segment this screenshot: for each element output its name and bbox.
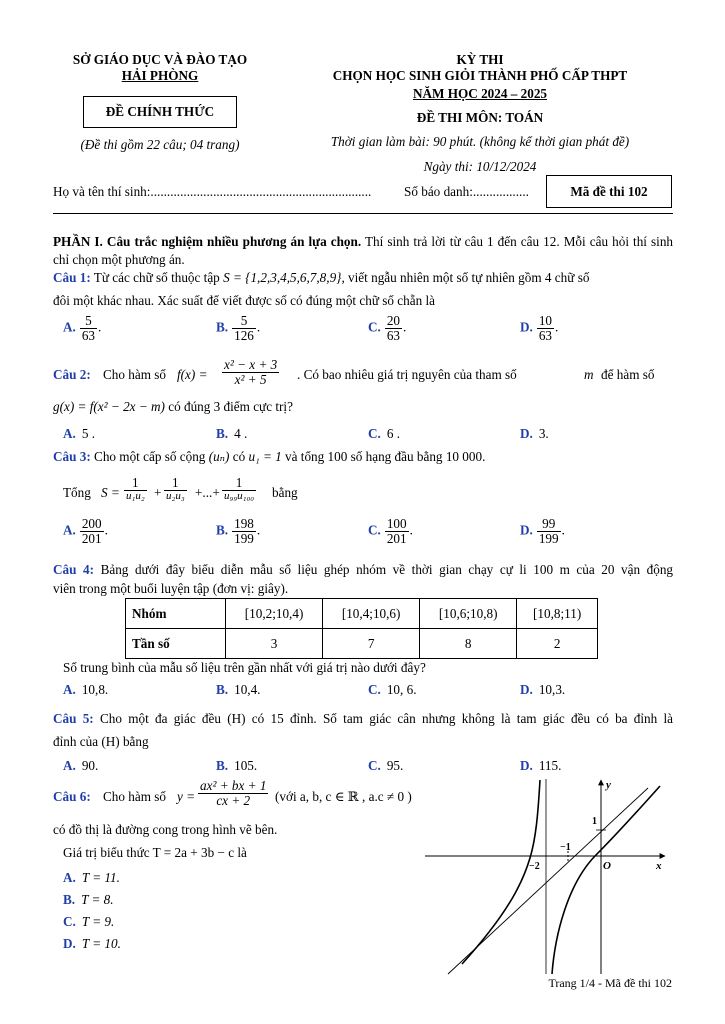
q2-option-c xyxy=(368,426,400,442)
q2-option-d xyxy=(520,426,549,442)
option-value: 10,8. xyxy=(81,682,109,697)
option-value: T = 8. xyxy=(81,892,114,907)
q2-param: m xyxy=(584,367,594,382)
q3-sum-lead: Tổng xyxy=(63,485,91,500)
option-period: . xyxy=(555,319,559,335)
option-numerator: 5 xyxy=(80,314,97,329)
table-cell-group-4: [10,8;11) xyxy=(517,599,598,629)
option-period: . xyxy=(256,319,261,335)
exam-code-box: Mã đề thi 102 xyxy=(546,175,672,208)
q2-option-a xyxy=(63,426,95,442)
option-denominator: 63 xyxy=(386,327,401,343)
part1-intro xyxy=(53,233,673,269)
q2-num: x² − x + 3 xyxy=(224,357,278,372)
q6-text-a: Cho hàm số xyxy=(103,789,167,804)
option-fraction xyxy=(232,314,256,343)
q1-text-a: Từ các chữ số thuộc tập xyxy=(93,270,220,285)
option-key: B. xyxy=(216,758,229,773)
q1-line2: đôi một khác nhau. Xác suất để viết được số có đúng một chữ số chẵn là xyxy=(53,293,435,308)
q2-gfunc: g(x) = f(x² − 2x − m) xyxy=(53,399,165,414)
option-key: A. xyxy=(63,522,76,538)
option-denominator: 63 xyxy=(538,327,553,343)
table-cell-freq-4: 2 xyxy=(517,629,598,659)
option-fraction xyxy=(385,314,402,343)
y-axis-label: y xyxy=(606,779,611,791)
option-value: 115. xyxy=(538,758,562,773)
option-value: 3. xyxy=(538,426,549,441)
option-value: 10,3. xyxy=(538,682,566,697)
option-denominator: 199 xyxy=(538,530,559,546)
q2-text-d: có đúng 3 điểm cực trị? xyxy=(168,399,293,414)
q2-den: x² + 5 xyxy=(234,371,267,387)
dept-name: SỞ GIÁO DỤC VÀ ĐÀO TẠO xyxy=(72,52,248,67)
option-key: C. xyxy=(368,426,381,441)
q3-term2-num: 1 xyxy=(164,476,187,491)
q2-label: Câu 2: xyxy=(53,367,91,382)
part1-title: PHẦN I. Câu trắc nghiệm nhiều phương án lựa chọn. xyxy=(53,234,362,249)
table-cell-freq-2: 7 xyxy=(323,629,420,659)
option-fraction xyxy=(385,517,409,546)
q3-term1-den: u₁u₂ xyxy=(126,489,145,502)
option-value: 10, 6. xyxy=(386,682,417,697)
x-axis-label: x xyxy=(656,860,662,872)
header-divider xyxy=(53,213,673,214)
q6-label: Câu 6: xyxy=(53,789,91,804)
q6-cond: (với a, b, c ∈ ℝ , a.c ≠ 0 ) xyxy=(275,789,412,804)
option-numerator: 99 xyxy=(537,517,561,532)
option-key: B. xyxy=(216,682,229,697)
q3-term3-num: 1 xyxy=(222,476,256,491)
option-denominator: 63 xyxy=(81,327,96,343)
dept-city-text: HẢI PHÒNG xyxy=(121,68,199,83)
q4-option-c xyxy=(368,682,417,698)
q1-label: Câu 1: xyxy=(53,270,91,285)
option-value: T = 11. xyxy=(81,870,120,885)
q4-option-b xyxy=(216,682,260,698)
q3-option-b xyxy=(216,517,260,546)
option-key: C. xyxy=(368,522,381,538)
option-period: . xyxy=(561,522,565,538)
q2-func: f(x) = xyxy=(177,367,208,382)
q3-dots: +...+ xyxy=(195,485,220,500)
q1-option-d xyxy=(520,314,558,343)
table-cell-freq-3: 8 xyxy=(420,629,517,659)
q5-text-a: Cho một đa giác đều (H) có 15 đỉnh. Số tam giác cân nhưng không là tam giác đều có ba đỉnh là xyxy=(99,711,674,726)
q2-option-b xyxy=(216,426,247,442)
q3-sum-tail: bằng xyxy=(272,485,298,500)
option-denominator: 199 xyxy=(234,530,254,546)
q1-option-b xyxy=(216,314,260,343)
q3-plus: + xyxy=(154,485,162,500)
option-key: C. xyxy=(368,682,381,697)
q2-line1 xyxy=(53,358,673,392)
candidate-name-line: Họ và tên thí sinh:................................................................... xyxy=(53,184,372,199)
option-key: D. xyxy=(520,758,533,773)
time-note: Thời gian làm bài: 90 phút. (không kể thời gian phát đề) xyxy=(330,134,630,149)
option-key: A. xyxy=(63,758,76,773)
table-head-group: Nhóm xyxy=(126,599,226,629)
q3-term2 xyxy=(164,476,187,502)
q4-text xyxy=(53,560,673,598)
option-numerator: 198 xyxy=(234,516,254,531)
q4-data-table xyxy=(125,598,598,659)
q3-term3 xyxy=(222,476,256,502)
q4-line2: viên trong một buổi luyện tập (đơn vị: giây). xyxy=(53,581,289,596)
q3-option-c xyxy=(368,517,413,546)
q3-label: Câu 3: xyxy=(53,449,91,464)
tick-label-minus-two: −2 xyxy=(529,861,540,872)
option-key: B. xyxy=(216,426,229,441)
option-key: B. xyxy=(216,522,229,538)
candidate-id-line: Số báo danh:................. xyxy=(404,184,529,199)
pages-note: (Đề thi gồm 22 câu; 04 trang) xyxy=(80,137,240,152)
exam-subtitle: CHỌN HỌC SINH GIỎI THÀNH PHỐ CẤP THPT xyxy=(332,68,628,83)
q3-term1-num: 1 xyxy=(124,476,147,491)
q2-text-c: để hàm số xyxy=(601,367,655,382)
option-value: 6 . xyxy=(386,426,401,441)
q3-term1 xyxy=(124,476,147,502)
option-key: A. xyxy=(63,426,76,441)
q6-line3: Giá trị biểu thức T = 2a + 3b − c là xyxy=(63,845,247,860)
option-numerator: 10 xyxy=(538,313,553,328)
table-head-freq: Tần số xyxy=(126,629,226,659)
q3-text-c: và tổng 100 số hạng đầu bằng 10 000. xyxy=(285,449,486,464)
q1-line1 xyxy=(53,270,673,286)
q6-num: ax² + bx + 1 xyxy=(200,778,267,793)
q1-text-b: , viết ngẫu nhiên một số tự nhiên gồm 4 chữ số xyxy=(341,270,590,285)
option-value: T = 10. xyxy=(81,936,121,951)
table-cell-freq-1: 3 xyxy=(226,629,323,659)
option-period: . xyxy=(98,319,102,335)
option-period: . xyxy=(409,522,413,538)
option-fraction xyxy=(80,314,97,343)
q4-line1 xyxy=(53,560,673,579)
option-key: A. xyxy=(63,319,76,335)
graph-right-branch xyxy=(552,786,660,974)
q2-text-a: Cho hàm số xyxy=(103,367,167,382)
q3-term3-den: u₉₉u₁₀₀ xyxy=(224,489,255,502)
q4-question: Số trung bình của mẫu số liệu trên gần nhất với giá trị nào dưới đây? xyxy=(63,660,426,675)
exam-date: Ngày thi: 10/12/2024 xyxy=(423,159,537,174)
option-denominator: 201 xyxy=(386,530,407,546)
q3-sum-s: S = xyxy=(101,485,120,500)
option-value: 4 . xyxy=(234,426,248,441)
option-numerator: 100 xyxy=(386,516,407,531)
q1-option-a xyxy=(63,314,101,343)
q6-fraction xyxy=(198,779,268,808)
option-fraction xyxy=(232,517,256,546)
part1-desc: Thí sinh trả lời từ câu 1 đến câu 12. Mỗi câu hỏi thí sinh chỉ chọn một phương án. xyxy=(53,234,674,267)
option-fraction xyxy=(80,517,104,546)
option-key: C. xyxy=(63,914,76,929)
q2-text-b: . Có bao nhiêu giá trị nguyên của tham số xyxy=(297,367,517,382)
q6-option-c xyxy=(63,914,114,930)
tick-label-one: 1 xyxy=(592,816,597,827)
q2-fraction xyxy=(222,358,279,387)
option-key: A. xyxy=(63,870,76,885)
tick-label-minus-one: −1 xyxy=(560,842,571,853)
option-value: 95. xyxy=(386,758,404,773)
q5-text xyxy=(53,707,673,753)
option-fraction xyxy=(537,517,561,546)
q6-line2: có đồ thị là đường cong trong hình vẽ bên. xyxy=(53,822,278,837)
q3-term2-den: u₂u₃ xyxy=(166,489,185,502)
q6-line1 xyxy=(53,778,433,814)
q6-option-d xyxy=(63,936,121,952)
q5-line1 xyxy=(53,707,673,730)
option-value: 5 . xyxy=(81,426,96,441)
page-footer: Trang 1/4 - Mã đề thi 102 xyxy=(548,976,672,990)
exam-title: KỲ THI xyxy=(456,52,504,67)
option-value: T = 9. xyxy=(81,914,115,929)
origin-label: O xyxy=(603,860,611,872)
table-cell-group-1: [10,2;10,4) xyxy=(226,599,323,629)
q5-option-c xyxy=(368,758,403,774)
q5-option-b xyxy=(216,758,257,774)
option-numerator: 20 xyxy=(386,313,401,328)
option-value: 105. xyxy=(234,758,258,773)
q4-label: Câu 4: xyxy=(53,562,94,577)
q5-label: Câu 5: xyxy=(53,711,94,726)
option-key: A. xyxy=(63,682,76,697)
dept-city xyxy=(40,68,280,84)
q2-line2 xyxy=(53,399,293,415)
q5-option-a xyxy=(63,758,98,774)
q5-line2: đỉnh của (H) bằng xyxy=(53,734,149,749)
q6-option-b xyxy=(63,892,114,908)
q4-option-d xyxy=(520,682,565,698)
q6-option-a xyxy=(63,870,120,886)
option-key: D. xyxy=(520,682,533,697)
option-denominator: 201 xyxy=(81,530,102,546)
q3-text-a: Cho một cấp số cộng xyxy=(94,449,206,464)
q5-option-d xyxy=(520,758,561,774)
option-key: D. xyxy=(520,426,533,441)
table-cell-group-2: [10,4;10,6) xyxy=(323,599,420,629)
table-row xyxy=(126,629,598,659)
option-period: . xyxy=(256,522,261,538)
option-key: D. xyxy=(520,319,533,335)
option-period: . xyxy=(403,319,407,335)
school-year xyxy=(290,86,670,102)
q3-seq: (uₙ) xyxy=(208,449,230,464)
q3-option-a xyxy=(63,517,108,546)
option-period: . xyxy=(104,522,108,538)
q3-sum xyxy=(63,474,363,514)
graph-left-branch xyxy=(462,780,540,964)
school-year-text: NĂM HỌC 2024 – 2025 xyxy=(412,86,548,101)
q6-den: cx + 2 xyxy=(216,792,251,808)
q1-set: S = {1,2,3,4,5,6,7,8,9} xyxy=(223,270,342,285)
option-denominator: 126 xyxy=(234,327,254,343)
option-key: B. xyxy=(216,319,229,335)
option-key: B. xyxy=(63,892,76,907)
option-value: 10,4. xyxy=(234,682,261,697)
option-key: D. xyxy=(63,936,76,951)
q3-u1: u₁ = 1 xyxy=(248,449,282,464)
option-key: C. xyxy=(368,319,381,335)
option-fraction xyxy=(537,314,554,343)
q6-graph xyxy=(420,774,673,976)
option-numerator: 5 xyxy=(232,314,256,329)
q3-line1 xyxy=(53,449,673,465)
option-numerator: 200 xyxy=(81,516,102,531)
q3-text-b: có xyxy=(232,449,246,464)
official-exam-box: ĐỀ CHÍNH THỨC xyxy=(83,96,237,128)
table-cell-group-3: [10,6;10,8) xyxy=(420,599,517,629)
q4-option-a xyxy=(63,682,108,698)
subject-title: ĐỀ THI MÔN: TOÁN xyxy=(416,110,544,125)
q6-func: y = xyxy=(177,789,196,804)
table-row xyxy=(126,599,598,629)
q3-option-d xyxy=(520,517,565,546)
option-value: 90. xyxy=(81,758,99,773)
q4-text-a: Bảng dưới đây biểu diễn mẫu số liệu ghép nhóm về thời gian chạy cự li 100 m của 20 vận động xyxy=(100,562,674,577)
q1-option-c xyxy=(368,314,406,343)
option-key: C. xyxy=(368,758,381,773)
option-key: D. xyxy=(520,522,533,538)
